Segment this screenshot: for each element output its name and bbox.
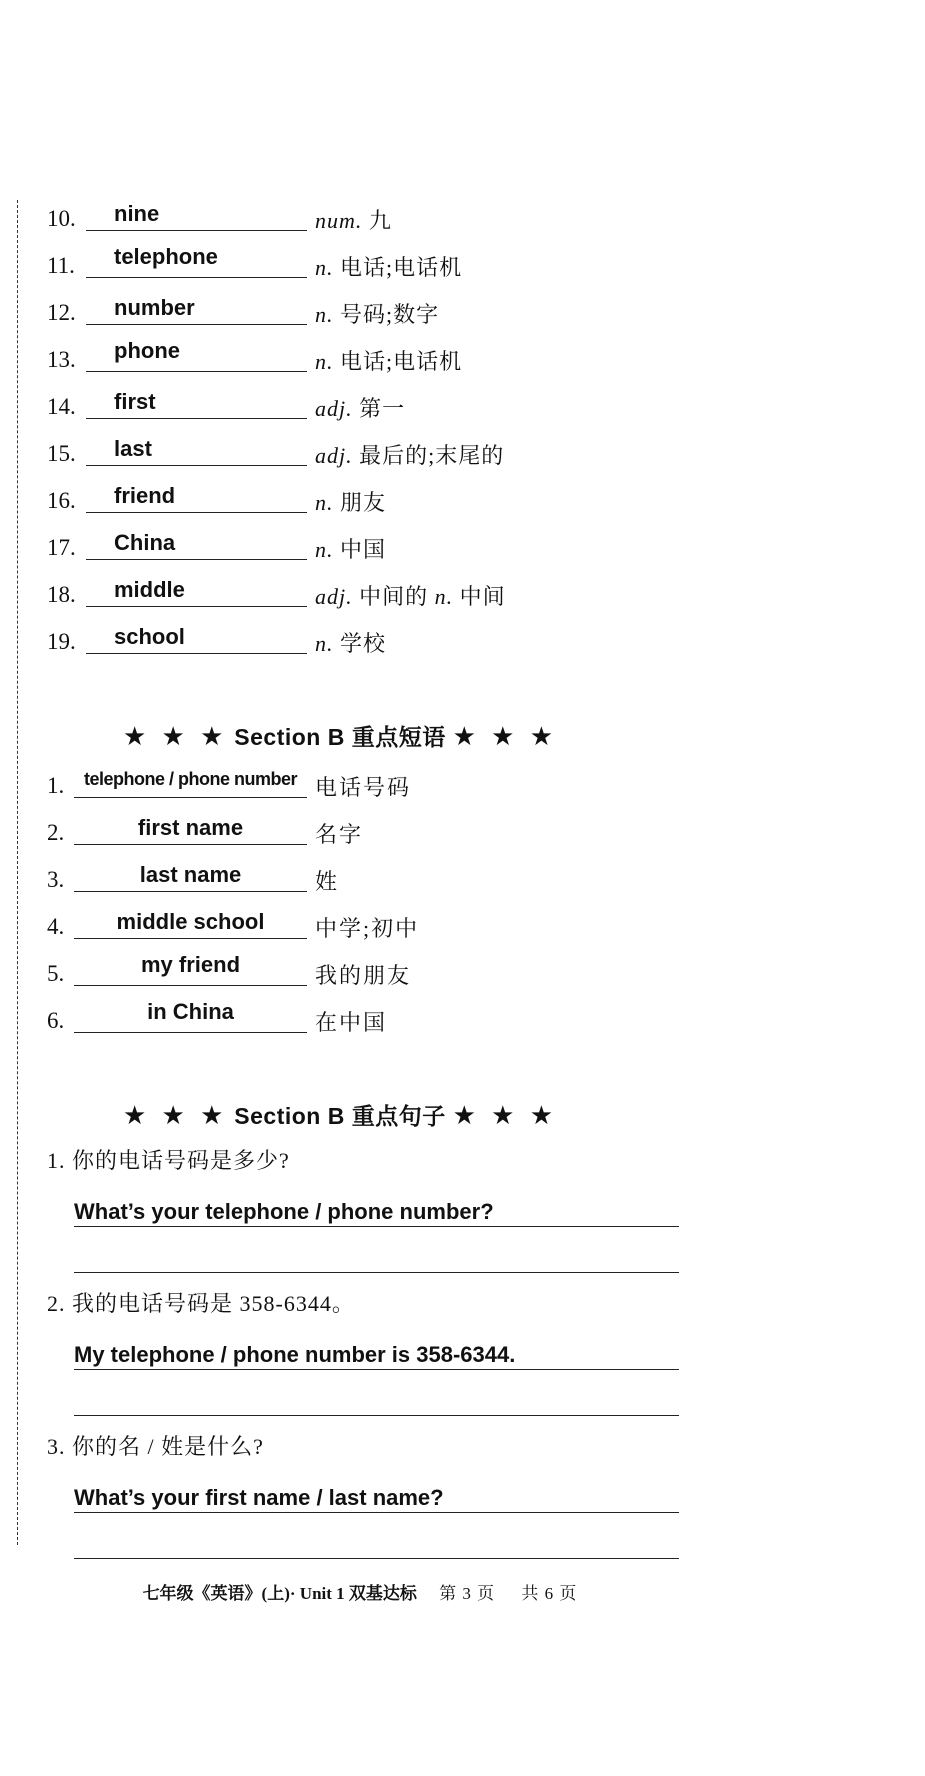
answer-text: friend xyxy=(114,483,176,508)
answer-blank[interactable] xyxy=(86,525,307,560)
chinese-meaning: 学校 xyxy=(340,631,387,656)
answer-blank[interactable] xyxy=(86,478,307,513)
chinese-meaning: 中间的 xyxy=(359,584,429,609)
phrases-section-heading xyxy=(0,721,680,752)
answer-blank[interactable] xyxy=(86,196,307,231)
phrase-item-1 xyxy=(47,764,567,804)
phrase-item-6 xyxy=(47,999,567,1039)
page-number: 第 3 页 xyxy=(439,1584,496,1603)
part-of-speech: n. xyxy=(315,537,334,562)
course-title: 七年级《英语》(上)· Unit 1 双基达标 xyxy=(142,1584,417,1603)
chinese-meaning: 中国 xyxy=(340,537,387,562)
part-of-speech: n. xyxy=(315,349,334,374)
answer-line-blank[interactable] xyxy=(74,1379,679,1416)
total-pages: 共 6 页 xyxy=(521,1584,578,1603)
part-of-speech: n. xyxy=(315,302,334,327)
part-of-speech-2: n. xyxy=(434,584,454,609)
answer-text: first xyxy=(114,389,156,414)
item-number: 17. xyxy=(47,535,76,560)
answer-text: What’s your telephone / phone number? xyxy=(74,1199,494,1224)
answer-blank[interactable] xyxy=(86,619,307,654)
star-icon: ★ ★ ★ xyxy=(123,1100,228,1130)
answer-text: nine xyxy=(114,201,160,226)
phrase-item-3 xyxy=(47,858,567,898)
binding-dashed-line xyxy=(17,200,18,1545)
answer-blank[interactable] xyxy=(74,763,307,798)
definition xyxy=(315,350,462,374)
chinese-prompt: 3. 你的名 / 姓是什么? xyxy=(47,1434,264,1459)
answer-blank[interactable] xyxy=(74,857,307,892)
definition xyxy=(315,303,439,327)
answer-blank[interactable] xyxy=(86,431,307,466)
phrase-item-4 xyxy=(47,905,567,945)
answer-blank[interactable] xyxy=(86,384,307,419)
part-of-speech: n. xyxy=(315,631,334,656)
answer-text: in China xyxy=(147,999,234,1024)
answer-text: middle school xyxy=(116,909,265,934)
part-of-speech: n. xyxy=(315,490,334,515)
page-footer xyxy=(0,1582,720,1606)
definition xyxy=(315,632,386,656)
item-number: 14. xyxy=(47,394,76,419)
answer-blank[interactable] xyxy=(74,998,307,1033)
vocab-item-13 xyxy=(47,338,567,378)
chinese-meaning: 我的朋友 xyxy=(315,963,412,988)
star-icon: ★ ★ ★ xyxy=(452,1100,557,1130)
item-number: 15. xyxy=(47,441,76,466)
item-number: 16. xyxy=(47,488,76,513)
chinese-meaning: 中学;初中 xyxy=(315,916,420,941)
chinese-meaning: 朋友 xyxy=(340,490,387,515)
phrase-item-5 xyxy=(47,952,567,992)
answer-text: phone xyxy=(114,338,180,363)
answer-blank[interactable] xyxy=(74,951,307,986)
part-of-speech: n. xyxy=(315,255,334,280)
star-icon: ★ ★ ★ xyxy=(123,721,228,751)
definition xyxy=(315,491,386,515)
chinese-meaning: 姓 xyxy=(315,869,340,894)
answer-line-blank[interactable] xyxy=(74,1236,679,1273)
item-number: 10. xyxy=(47,206,76,231)
item-number: 6. xyxy=(47,1008,65,1033)
item-number: 19. xyxy=(47,629,76,654)
answer-text: my friend xyxy=(140,952,241,977)
chinese-prompt: 1. 你的电话号码是多少? xyxy=(47,1148,290,1173)
vocab-item-17 xyxy=(47,526,567,566)
item-number: 1. xyxy=(47,773,65,798)
item-number: 3. xyxy=(47,867,65,892)
chinese-meaning: 电话;电话机 xyxy=(340,349,463,374)
answer-blank[interactable] xyxy=(86,337,307,372)
definition xyxy=(315,585,506,609)
item-number: 2. xyxy=(47,820,65,845)
answer-text: last name xyxy=(139,862,242,887)
part-of-speech: adj. xyxy=(315,443,353,468)
vocab-item-11 xyxy=(47,244,567,284)
definition xyxy=(315,538,386,562)
item-number: 11. xyxy=(47,253,75,278)
chinese-meaning: 号码;数字 xyxy=(340,302,440,327)
chinese-meaning: 电话号码 xyxy=(315,775,412,800)
definition xyxy=(315,256,462,280)
chinese-meaning: 名字 xyxy=(315,822,364,847)
definition xyxy=(315,209,392,233)
answer-text: number xyxy=(114,295,195,320)
vocab-item-19 xyxy=(47,620,567,660)
answer-text: telephone xyxy=(114,244,218,269)
answer-text: middle xyxy=(114,577,185,602)
definition xyxy=(315,397,405,421)
part-of-speech: adj. xyxy=(315,584,353,609)
answer-text: What’s your first name / last name? xyxy=(74,1485,444,1510)
definition xyxy=(315,444,504,468)
answer-text: My telephone / phone number is 358-6344. xyxy=(74,1342,516,1367)
chinese-meaning: 最后的;末尾的 xyxy=(359,443,505,468)
vocab-item-15 xyxy=(47,432,567,472)
vocab-item-18 xyxy=(47,573,567,613)
answer-blank[interactable] xyxy=(74,810,307,845)
answer-text: China xyxy=(114,530,176,555)
answer-blank[interactable] xyxy=(86,290,307,325)
star-icon: ★ ★ ★ xyxy=(452,721,557,751)
chinese-meaning: 电话;电话机 xyxy=(340,255,463,280)
answer-blank[interactable] xyxy=(86,243,307,278)
answer-text: school xyxy=(114,624,185,649)
vocab-item-14 xyxy=(47,385,567,425)
chinese-meaning: 在中国 xyxy=(315,1010,388,1035)
chinese-meaning-2: 中间 xyxy=(459,584,506,609)
answer-blank[interactable] xyxy=(86,572,307,607)
item-number: 4. xyxy=(47,914,65,939)
answer-line[interactable] xyxy=(74,1333,679,1370)
answer-line-blank[interactable] xyxy=(74,1522,679,1559)
answer-line[interactable] xyxy=(74,1476,679,1513)
part-of-speech: num. xyxy=(315,208,363,233)
item-number: 12. xyxy=(47,300,76,325)
answer-text: telephone / phone number xyxy=(83,769,297,789)
item-number: 5. xyxy=(47,961,65,986)
chinese-meaning: 九 xyxy=(368,208,392,233)
answer-text: last xyxy=(114,436,152,461)
section-title: Section B 重点句子 xyxy=(234,1103,446,1129)
vocab-item-12 xyxy=(47,291,567,331)
vocab-item-10 xyxy=(47,197,567,237)
answer-line[interactable] xyxy=(74,1190,679,1227)
chinese-prompt: 2. 我的电话号码是 358-6344。 xyxy=(47,1291,355,1316)
phrase-item-2 xyxy=(47,811,567,851)
item-number: 13. xyxy=(47,347,76,372)
chinese-meaning: 第一 xyxy=(359,396,406,421)
answer-blank[interactable] xyxy=(74,904,307,939)
section-title: Section B 重点短语 xyxy=(234,724,446,750)
part-of-speech: adj. xyxy=(315,396,353,421)
sentences-section-heading xyxy=(0,1100,680,1131)
item-number: 18. xyxy=(47,582,76,607)
vocab-item-16 xyxy=(47,479,567,519)
answer-text: first name xyxy=(137,815,244,840)
